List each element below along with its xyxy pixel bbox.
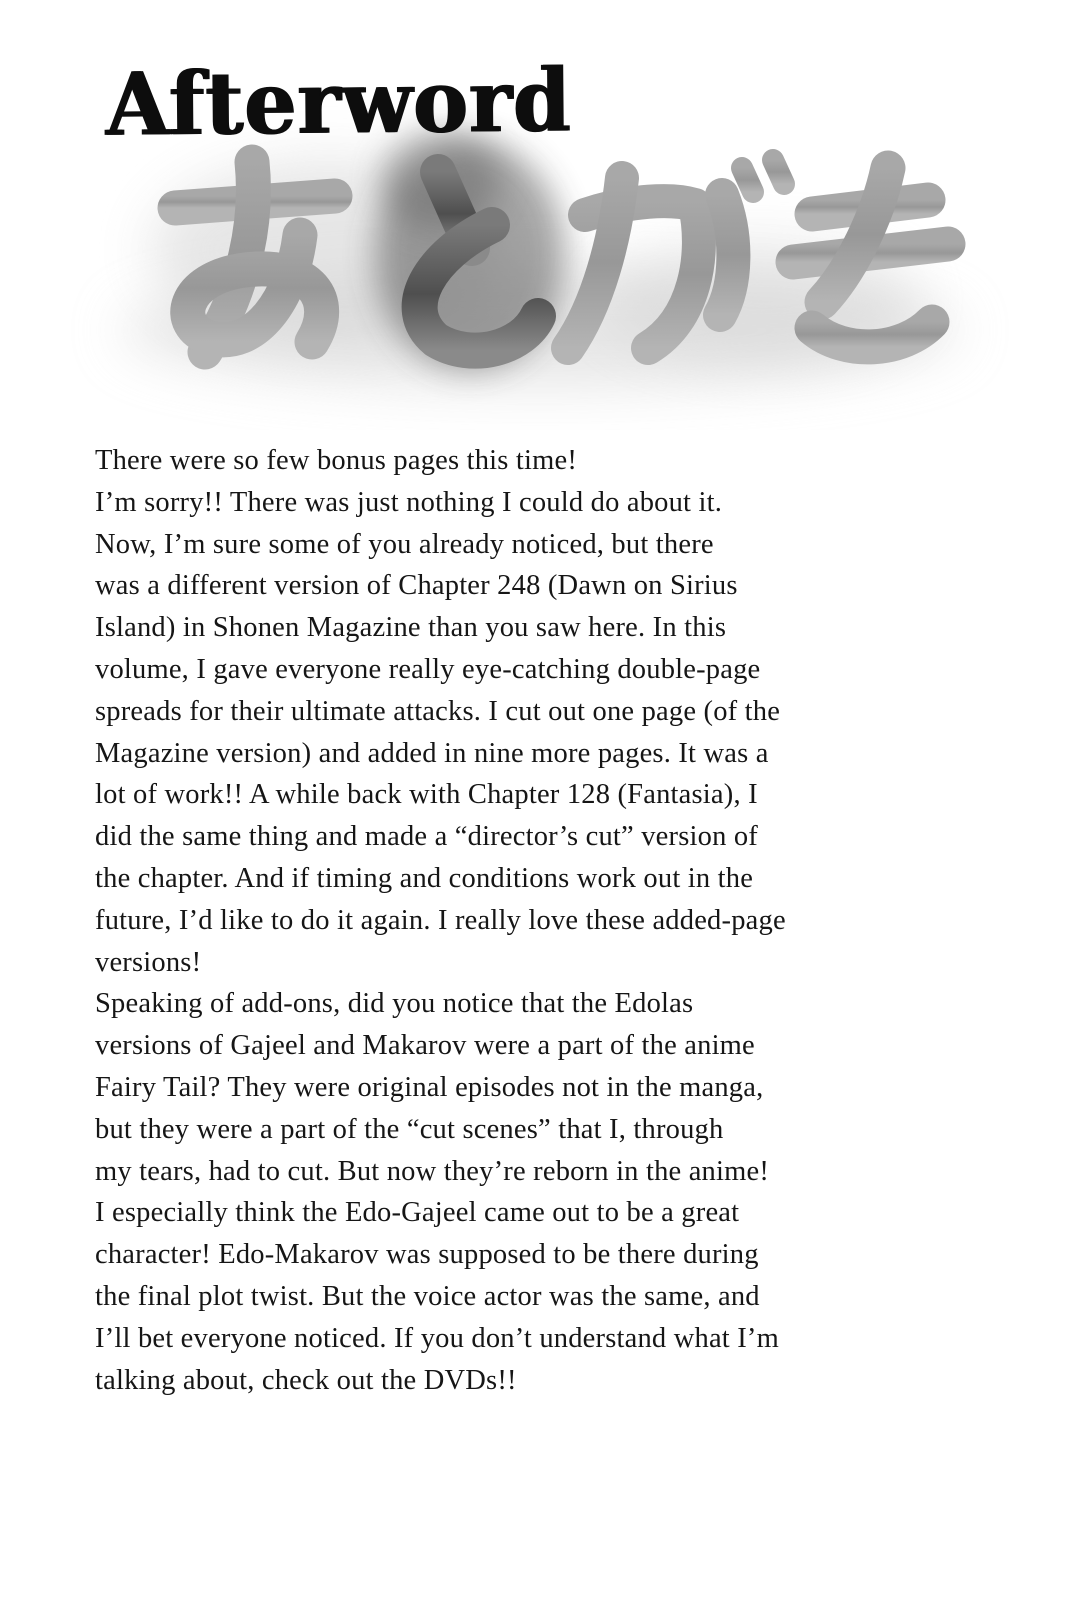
body-line: the chapter. And if timing and conditions work out in the <box>95 862 754 894</box>
body-line: the final plot twist. But the voice actor was the same, and <box>95 1280 760 1312</box>
afterword-title: Afterword <box>104 49 571 157</box>
body-line: Magazine version) and added in nine more pages. It was a <box>95 737 769 769</box>
body-line: There were so few bonus pages this time! <box>95 445 578 476</box>
body-line: future, I’d like to do it again. I really love these added-page <box>95 904 786 936</box>
body-line: I’m sorry!! There was just nothing I could do about it. <box>95 486 723 518</box>
body-line: volume, I gave everyone really eye-catching double-page <box>95 653 761 685</box>
header-art-block <box>0 0 1066 430</box>
body-line: I’ll bet everyone noticed. If you don’t understand what I’m <box>95 1322 779 1354</box>
body-line: Island) in Shonen Magazine than you saw here. In this <box>95 612 727 644</box>
body-line: talking about, check out the DVDs!! <box>95 1364 517 1396</box>
body-line: did the same thing and made a “director’s cut” version of <box>95 821 758 853</box>
body-line: Fairy Tail? They were original episodes not in the manga, <box>95 1071 764 1103</box>
body-line: but they were a part of the “cut scenes” that I, through <box>95 1113 724 1145</box>
body-line: my tears, had to cut. But now they’re reborn in the anime! <box>95 1155 770 1187</box>
body-line: was a different version of Chapter 248 (Dawn on Sirius <box>95 570 738 602</box>
afterword-body <box>95 440 955 1401</box>
body-line: Now, I’m sure some of you already noticed, but there <box>95 528 714 560</box>
body-line: Speaking of add-ons, did you notice that the Edolas <box>95 988 694 1020</box>
body-line: character! Edo-Makarov was supposed to be there during <box>95 1239 759 1271</box>
body-line: versions! <box>95 946 202 978</box>
body-line: spreads for their ultimate attacks. I cut out one page (of the <box>95 695 781 727</box>
body-line: versions of Gajeel and Makarov were a part of the anime <box>95 1030 755 1062</box>
body-line: I especially think the Edo-Gajeel came out to be a great <box>95 1197 740 1229</box>
body-line: lot of work!! A while back with Chapter 128 (Fantasia), I <box>95 779 758 811</box>
